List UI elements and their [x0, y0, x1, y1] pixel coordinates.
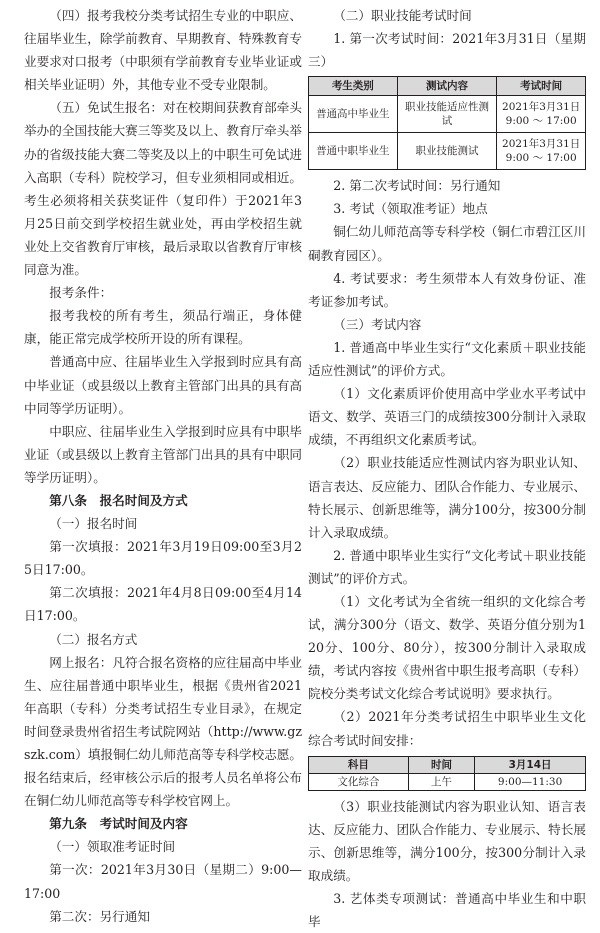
- registration-method-heading: （二）报名方式: [49, 631, 138, 647]
- table-row: [309, 773, 586, 790]
- table-header-cell: 时间: [408, 756, 474, 773]
- table-row: [309, 96, 586, 133]
- paragraph-conditions-label: 报考条件：: [49, 285, 113, 301]
- exam-content-2-3: （3）职业技能测试内容为职业认知、语言表达、反应能力、团队合作能力、专业展示、特长展示、创新思维等，满分100分，按300分制计入录取成绩。: [308, 798, 586, 883]
- exam-content-2-2: （2）2021年分类考试招生中职毕业生文化综合考试时间安排：: [308, 709, 586, 748]
- skill-exam-requirement: 4. 考试要求：考生须带本人有效身份证、准考证参加考试。: [308, 270, 586, 309]
- table-row: [309, 133, 586, 170]
- table-header-cell: 考生类别: [309, 77, 398, 96]
- left-column: [24, 4, 302, 928]
- exam-content-1-2: （2）职业技能适应性测试内容为职业认知、语言表达、反应能力、团队合作能力、专业展示、特长展示、创新思维等，满分100分，按300分制计入录取成绩。: [308, 455, 586, 540]
- exam-content-heading: （三）考试内容: [333, 316, 422, 332]
- paragraph-highschool: 普通高中应、往届毕业生入学报到时应具有高中毕业证（或县级以上教育主管部门出具的具有高中同等学历证明）。: [24, 354, 302, 416]
- table-header-cell: 科目: [309, 756, 409, 773]
- culture-exam-table: [308, 756, 586, 791]
- skill-exam-location: 铜仁幼儿师范高等专科学校（铜仁市碧江区川硐教育园区）。: [308, 224, 586, 263]
- ticket-time-first: 第一次：2021年3月30日（星期二）9:00—17:00: [24, 862, 302, 901]
- skill-exam-heading: （二）职业技能考试时间: [333, 8, 472, 23]
- table-cell: 普通高中毕业生: [309, 96, 398, 133]
- skill-exam-location-label: 3. 考试（领取准考证）地点: [333, 201, 488, 217]
- table-cell: 职业技能测试: [397, 133, 497, 170]
- exam-content-1: 1. 普通高中毕业生实行“文化素质＋职业技能适应性测试”的评价方式。: [308, 339, 586, 379]
- registration-second: 第二次填报：2021年4月8日09:00至4月14日17:00。: [24, 585, 302, 624]
- table-cell: 9:00—11:30: [475, 773, 586, 790]
- ticket-time-second: 第二次：另行通知: [49, 908, 150, 924]
- table-cell: 文化综合: [309, 773, 409, 790]
- exam-content-3: 3. 艺体类专项测试：普通高中毕业生和中职毕: [308, 891, 586, 930]
- paragraph-item5: （五）免试生报名：对在校期间获教育部牵头举办的全国技能大赛三等奖及以上、教育厅牵头举办的省级技能大赛二等奖及以上的中职生可免试进入高职（专科）院校学习，但专业须相同或相近。考生必须将相关获奖证件（复印件）于2021年3月25日前交到学校招生就业处，再由学校招生就业处上交省教育厅审核，最后录取以省教育厅审核同意为准。: [24, 100, 302, 278]
- table-cell: 上午: [408, 773, 474, 790]
- exam-date: 2021年3月31日: [502, 138, 581, 151]
- paragraph-vocational: 中职应、往届毕业生入学报到时应具有中职毕业证（或县级以上教育主管部门出具的具有中职同等学历证明）。: [24, 423, 302, 485]
- exam-content-1-1: （1）文化素质评价使用高中学业水平考试中语文、数学、英语三门的成绩按300分制计入录取成绩，不再组织文化素质考试。: [308, 386, 586, 448]
- table-cell: 职业技能适应性测试: [397, 96, 497, 133]
- exam-date: 2021年3月31日: [502, 101, 581, 114]
- article-8-heading: 第八条 报名时间及方式: [49, 492, 188, 508]
- table-header-cell: 测试内容: [397, 77, 497, 96]
- exam-hours: 9:00 ～ 17:00: [505, 152, 577, 165]
- table-header-row: [309, 77, 586, 96]
- exam-content-2: 2. 普通中职毕业生实行“文化考试＋职业技能测试”的评价方式。: [308, 547, 586, 586]
- right-column: [308, 4, 586, 933]
- table-header-cell: 3月14日: [475, 756, 586, 773]
- article-9-heading: 第九条 考试时间及内容: [49, 816, 188, 832]
- skill-exam-second: 2. 第二次考试时间：另行通知: [333, 178, 501, 194]
- table-cell: [497, 133, 586, 170]
- paragraph-conditions-general: 报考我校的所有考生，须品行端正，身体健康，能正常完成学校所开设的所有课程。: [24, 308, 302, 347]
- skill-exam-first: 1. 第一次考试时间：2021年3月31日（星期三）: [308, 31, 586, 70]
- table-cell: [497, 96, 586, 133]
- skill-exam-table: [308, 76, 586, 170]
- paragraph-item4: （四）报考我校分类考试招生专业的中职应、往届毕业生，除学前教育、早期教育、特殊教育专业要求对口报考（中职须有学前教育专业毕业证或相关毕业证明）外，其他专业不受专业限制。: [24, 8, 302, 93]
- table-cell: 普通中职毕业生: [309, 133, 398, 170]
- ticket-time-heading: （一）领取准考证时间: [49, 839, 176, 855]
- exam-content-2-1: （1）文化考试为全省统一组织的文化综合考试，满分300分（语文、数学、英语分值分别为120分、100分、80分），按300分制计入录取成绩，考试内容按《贵州省中职生报考高职（专科）院校分类考试文化综合考试说明》要求执行。: [308, 593, 586, 702]
- registration-method-text: 网上报名：凡符合报名资格的应往届高中毕业生、应往届普通中职毕业生，根据《贵州省2021年高职（专科）分类考试招生专业目录》，在规定时间登录贵州省招生考试院网站（http://www.gzszk.com）填报铜仁幼儿师范高等专科学校志愿。报名结束后，经审核公示后的报考人员名单将公布在铜仁幼儿师范高等专科学校官网上。: [24, 654, 302, 809]
- table-header-row: [309, 756, 586, 773]
- registration-first: 第一次填报：2021年3月19日09:00至3月25日17:00。: [24, 539, 302, 578]
- registration-time-heading: （一）报名时间: [49, 516, 138, 532]
- exam-hours: 9:00 ～ 17:00: [505, 115, 577, 128]
- table-header-cell: 考试时间: [497, 77, 586, 96]
